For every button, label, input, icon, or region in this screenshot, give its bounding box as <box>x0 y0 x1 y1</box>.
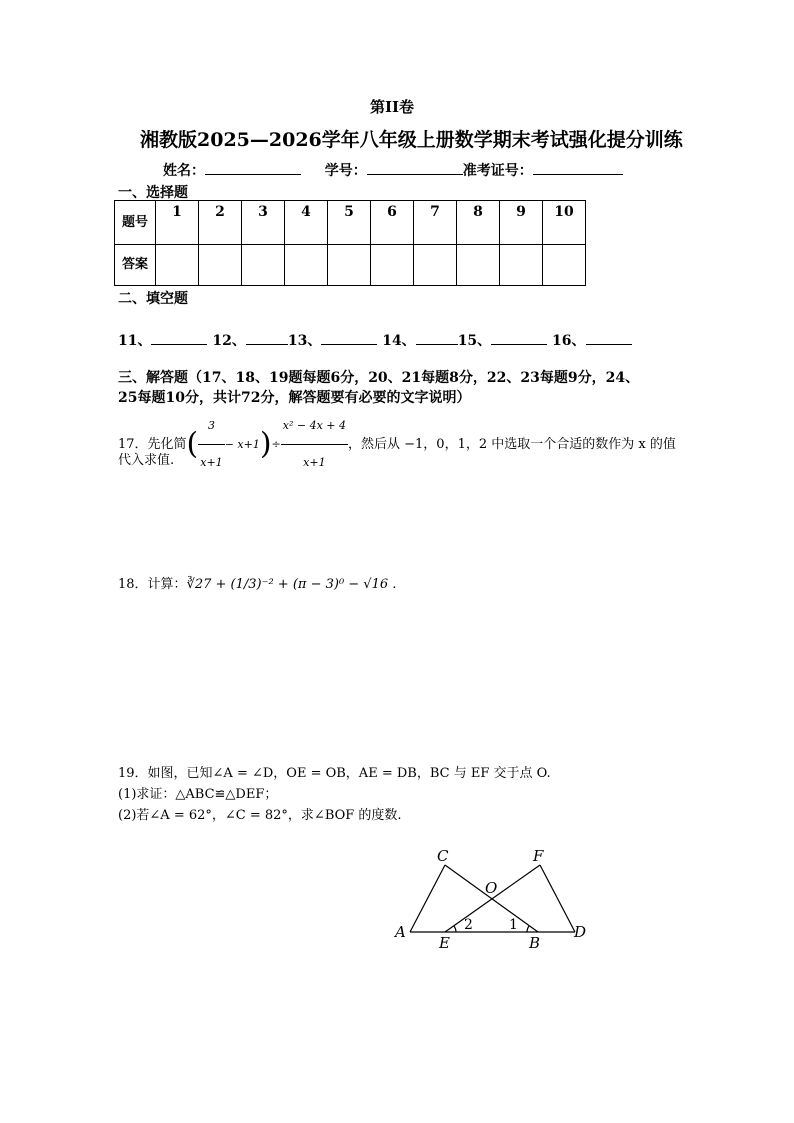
label-B: B <box>529 934 541 952</box>
answer-cell[interactable] <box>242 245 285 286</box>
volume-label: 第II卷 <box>370 98 415 116</box>
question-19-part2: (2)若∠A = 62°，∠C = 82°，求∠BOF 的度数. <box>118 808 402 823</box>
table-row <box>115 201 586 245</box>
answer-cell[interactable] <box>156 245 199 286</box>
column-header: 6 <box>371 201 414 245</box>
column-header: 2 <box>199 201 242 245</box>
section-solve-title-cont: 25每题10分，共计72分，解答题要有必要的文字说明） <box>118 390 471 406</box>
fill-item-label: 14、 <box>382 333 416 349</box>
answer-cell[interactable] <box>457 245 500 286</box>
label-D: D <box>574 923 587 941</box>
exam-id-label: 准考证号： <box>462 163 533 179</box>
fill-blank[interactable] <box>321 330 377 345</box>
question-17: 17．先化简( $\frac{3}{x+1}$ − x+1)÷ $\frac{\text{x² − 4x + 4}}{x+1}$ ，然后从 −1，0，1，2 中选取一个合适的数作为 x 的值 <box>118 408 676 481</box>
column-header: 9 <box>500 201 543 245</box>
exam-id-blank[interactable] <box>533 160 623 175</box>
column-header: 8 <box>457 201 500 245</box>
column-header: 4 <box>285 201 328 245</box>
label-angle-1: 1 <box>509 917 518 933</box>
answer-cell[interactable] <box>328 245 371 286</box>
answer-cell[interactable] <box>414 245 457 286</box>
column-header: 5 <box>328 201 371 245</box>
label-angle-2: 2 <box>464 917 473 933</box>
column-header: 1 <box>156 201 199 245</box>
column-header: 10 <box>543 201 586 245</box>
section-choice-title: 一、选择题 <box>118 185 188 201</box>
question-17-line2: 代入求值. <box>118 453 175 468</box>
question-19: 19．如图，已知∠A = ∠D，OE = OB，AE = DB，BC 与 EF 交于点 O. <box>118 766 551 781</box>
fill-blank[interactable] <box>491 330 547 345</box>
angle-1-arc <box>527 926 529 932</box>
line-FD <box>540 865 575 932</box>
line-AC <box>410 865 445 932</box>
answer-cell[interactable] <box>371 245 414 286</box>
row-label-answer: 答案 <box>115 245 156 286</box>
answer-cell[interactable] <box>500 245 543 286</box>
answer-cell[interactable] <box>285 245 328 286</box>
label-C: C <box>437 847 449 865</box>
answer-cell[interactable] <box>543 245 586 286</box>
answer-table <box>114 200 586 286</box>
answer-cell[interactable] <box>199 245 242 286</box>
name-label: 姓名： <box>163 163 205 179</box>
fill-item-label: 15、 <box>457 333 492 349</box>
section-fill-title: 二、填空题 <box>118 291 188 307</box>
label-O: O <box>485 879 498 897</box>
label-A: A <box>395 923 406 941</box>
section-solve-title: 三、解答题（17、18、19题每题6分，20、21每题8分，22、23每题9分，24、 <box>118 370 640 386</box>
student-id-label: 学号： <box>324 163 367 179</box>
column-header: 7 <box>414 201 457 245</box>
fill-blank[interactable] <box>416 330 458 345</box>
page-title: 湘教版2025—2026学年八年级上册数学期末考试强化提分训练 <box>140 129 683 151</box>
fill-item-label: 11、 <box>118 333 152 349</box>
label-F: F <box>533 847 544 865</box>
row-label-question: 题号 <box>115 201 156 245</box>
angle-2-arc <box>454 926 456 932</box>
name-blank[interactable] <box>205 160 301 175</box>
q17-frac1: $\frac{3}{x+1}$ <box>198 408 224 481</box>
geometry-figure <box>390 845 600 955</box>
fill-blank[interactable] <box>586 330 632 345</box>
fill-blank[interactable] <box>151 330 207 345</box>
q17-frac2: $\frac{\text{x² − 4x + 4}}{x+1}$ <box>281 408 348 481</box>
column-header: 3 <box>242 201 285 245</box>
table-row <box>115 245 586 286</box>
question-18: 18．计算：∛27 + (1/3)⁻² + (π − 3)⁰ − √16 . <box>118 577 397 592</box>
fill-item-label: 12、 <box>212 333 246 349</box>
fill-blank-line <box>118 330 632 350</box>
question-19-part1: (1)求证：△ABC≌△DEF； <box>118 787 278 802</box>
label-E: E <box>439 934 450 952</box>
info-line <box>163 160 623 180</box>
q18-expression: ∛27 + (1/3)⁻² + (π − 3)⁰ − √16 . <box>186 577 397 592</box>
fill-item-label: 16、 <box>552 333 586 349</box>
fill-blank[interactable] <box>246 330 288 345</box>
fill-item-label: 13、 <box>287 333 322 349</box>
student-id-blank[interactable] <box>367 160 463 175</box>
